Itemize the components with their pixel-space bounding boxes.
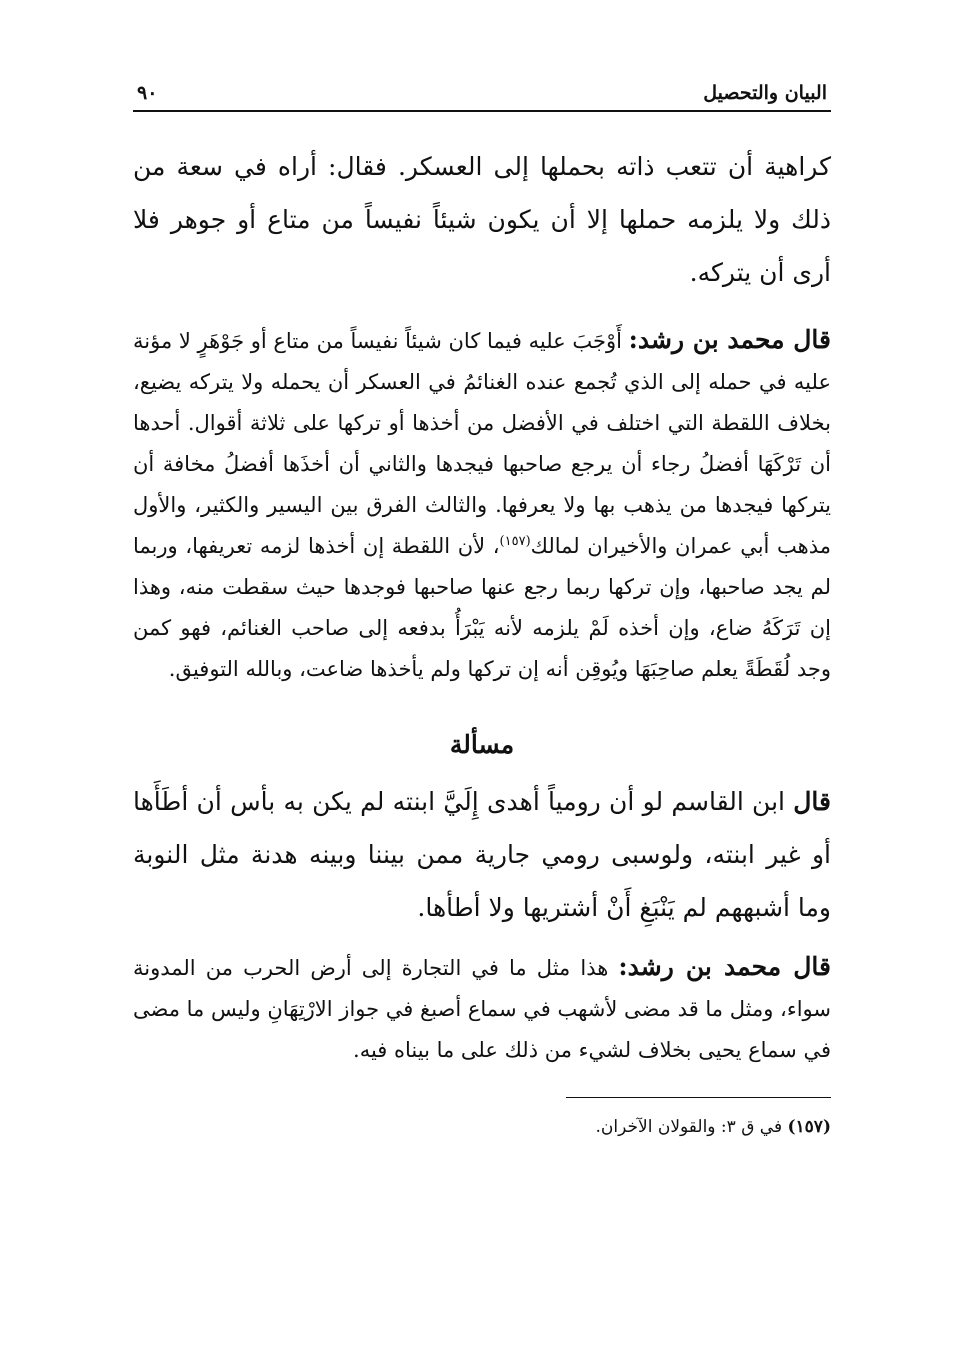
- header-rule: [133, 110, 831, 112]
- paragraph-2: [133, 319, 831, 690]
- page-number: ٩٠: [137, 82, 158, 104]
- paragraph-4-text: هذا مثل ما في التجارة إلى أرض الحرب من المدونة سواء، ومثل ما قد مضى لأشهب في سماع أصبغ في جواز الارْتِهَانِ وليس ما مضى في سماع يحيى بخلاف لشيء من ذلك على ما بيناه فيه.: [133, 956, 831, 1062]
- running-title: البيان والتحصيل: [703, 82, 827, 104]
- paragraph-4-lead: قال محمد بن رشد:: [618, 952, 831, 981]
- footnote-number: (١٥٧): [787, 1117, 831, 1137]
- footnote-rule: [566, 1097, 831, 1098]
- paragraph-2-text-b: ، لأن اللقطة إن أخذها لزمه تعريفها، وربما لم يجد صاحبها، وإن تركها ربما رجع عنها صاحبها فوجدها حيث سقطت منه، وهذا إن تَرَكَهُ ضاع، وإن أخذه لَمْ يلزمه لأنه يَبْرَأُ بدفعه إلى صاحب الغنائم، فهو كمن وجد لُقَطَةً يعلم صاحِبَهَا ويُوقِن أنه إن تركها ولم يأخذها ضاعت، وبالله التوفيق.: [133, 534, 831, 681]
- section-heading: مسألة: [449, 730, 515, 759]
- page-header: [133, 64, 831, 104]
- book-page: [133, 64, 831, 1142]
- footnote-reference: (١٥٧): [499, 534, 531, 549]
- paragraph-1: كراهية أن تتعب ذاته بحملها إلى العسكر. فقال: أراه في سعة من ذلك ولا يلزمه حملها إلا أن يكون شيئاً نفيساً من متاع أو جوهر فلا أرى أن يتركه.: [133, 152, 831, 287]
- footnote: [133, 1112, 831, 1142]
- paragraph-3: [133, 775, 831, 934]
- paragraph-3-text: ابن القاسم لو أن رومياً أهدى إِلَيَّ ابنته لم يكن به بأس أن أطَأَها أو غير ابنته، ولوسبى رومي جارية ممن بيننا وبينه هدنة مثل النوبة وما أشبههم لم يَنْبَغِ أَنْ أشتريها ولا أطأها.: [133, 787, 831, 922]
- paragraph-2-text-a: أَوْجَبَ عليه فيما كان شيئاً نفيساً من متاع أو جَوْهَرٍ لا مؤنة عليه في حمله إلى الذي تُجمع عنده الغنائمُ في العسكر أن يحمله ولا يتركه يضيع، بخلاف اللقطة التي اختلف في الأفضل من أخذها أو تركها على ثلاثة أقوال. أحدها أن تَرْكَهَا أفضلُ رجاء أن يرجع صاحبها فيجدها والثاني أن أخذَها أفضلُ مخافة أن يتركها فيجدها من يذهب بها ولا يعرفها. والثالث الفرق بين اليسير والكثير، والأول مذهب أبي عمران والأخيران لمالك: [133, 329, 831, 558]
- paragraph-2-lead: قال محمد بن رشد:: [628, 325, 831, 354]
- footnote-text: في ق ٣: والقولان الآخران.: [595, 1117, 788, 1137]
- paragraph-4: [133, 946, 831, 1071]
- paragraph-3-lead: قال: [793, 787, 831, 816]
